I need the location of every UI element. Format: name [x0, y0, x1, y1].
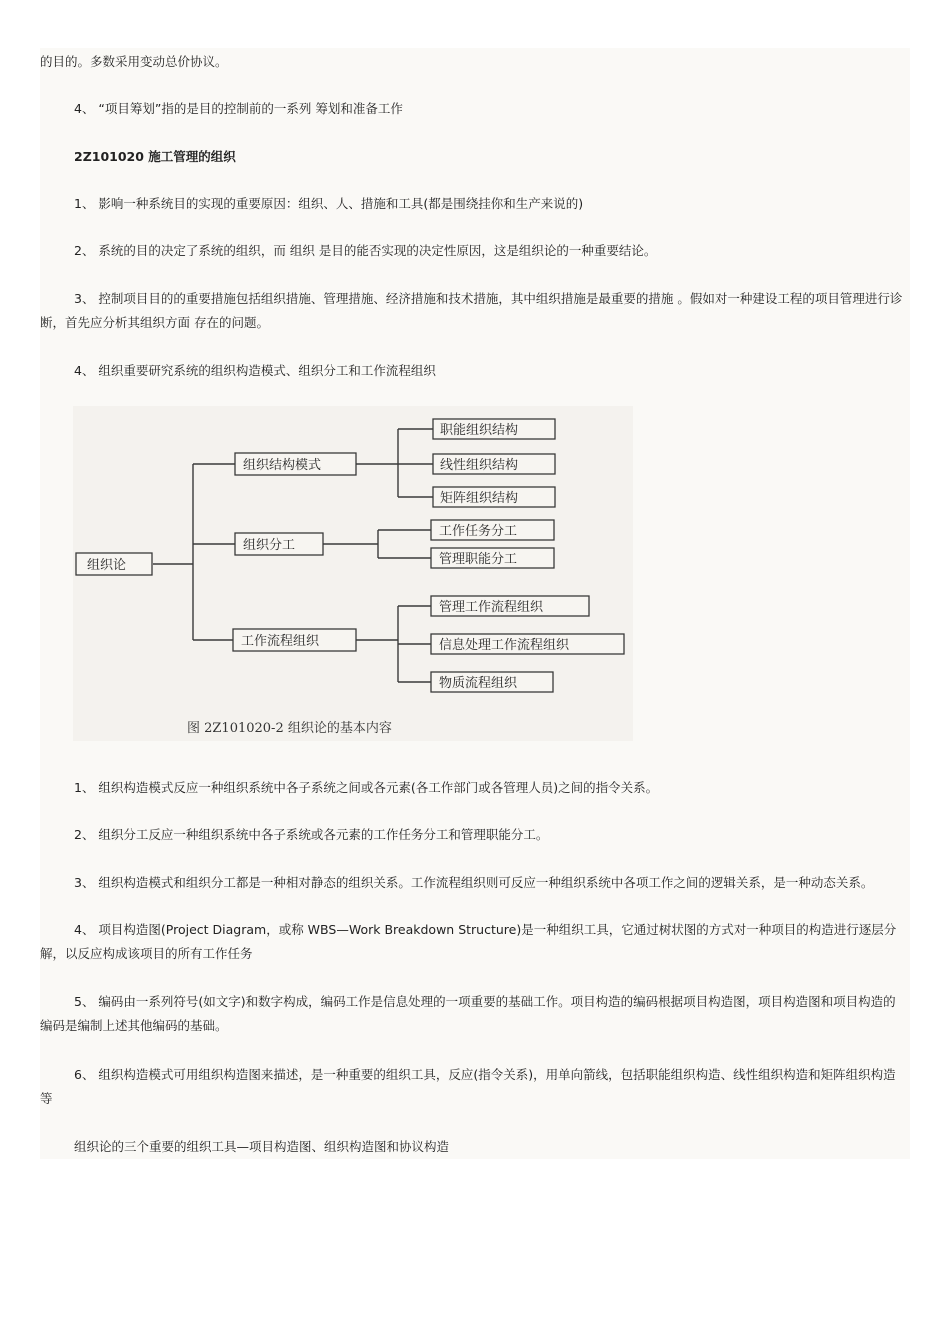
leaf-label: 线性组织结构: [440, 458, 519, 473]
leaf-label: 矩阵组织结构: [440, 491, 519, 506]
branch-label-division: 组织分工: [243, 538, 296, 553]
paragraph-item-2: 2、 系统的目的决定了系统的组织，而 组织 是目的能否实现的决定性原因，这是组织论的一种重要结论。: [74, 243, 657, 258]
paragraph-coding: 5、 编码由一系列符号(如文字)和数字构成，编码工作是信息处理的一项重要的基础工作。项目构造的编码根据项目构造图，项目构造图和项目构造的编码是编制上述其他编码的基础。: [40, 994, 896, 1033]
section-heading: 2Z101020 施工管理的组织: [74, 149, 236, 164]
paragraph-structure-mode: 1、 组织构造模式反应一种组织系统中各子系统之间或各元素(各工作部门或各管理人员)之间的指令关系。: [74, 780, 659, 795]
paragraph-project-planning: 4、 “项目筹划”指的是目的控制前的一系列 筹划和准备工作: [74, 101, 403, 116]
paragraph-static-dynamic: 3、 组织构造模式和组织分工都是一种相对静态的组织关系。工作流程组织则可反应一种组织系统中各项工作之间的逻辑关系，是一种动态关系。: [74, 875, 874, 890]
leaf-label: 信息处理工作流程组织: [439, 638, 570, 653]
organization-tree-diagram: [73, 406, 633, 741]
branch-label-structure: 组织结构模式: [243, 458, 322, 473]
paragraph-structure-chart: 6、 组织构造模式可用组织构造图来描述，是一种重要的组织工具，反应(指令关系)，用单向箭线，包括职能组织构造、线性组织构造和矩阵组织构造等: [40, 1067, 896, 1106]
paragraph-item-3: 3、 控制项目目的的重要措施包括组织措施、管理措施、经济措施和技术措施，其中组织措施是最重要的措施 。假如对一种建设工程的项目管理进行诊断，首先应分析其组织方面 存在的问题。: [40, 291, 903, 330]
leaf-label: 职能组织结构: [440, 423, 519, 438]
paragraph-project-diagram: 4、 项目构造图(Project Diagram，或称 WBS—Work Breakdown Structure)是一种组织工具，它通过树状图的方式对一种项目的构造进行逐层分解，以反应构成该项目的所有工作任务: [40, 922, 897, 961]
leaf-label: 管理职能分工: [439, 552, 518, 567]
paragraph-division: 2、 组织分工反应一种组织系统中各子系统或各元素的工作任务分工和管理职能分工。: [74, 827, 549, 842]
root-node-label: 组织论: [87, 558, 127, 573]
paragraph-three-tools: 组织论的三个重要的组织工具—项目构造图、组织构造图和协议构造: [74, 1139, 450, 1154]
paragraph-continuation: 的目的。多数采用变动总价协议。: [40, 54, 228, 69]
organization-theory-figure: [73, 406, 633, 741]
paragraph-item-4: 4、 组织重要研究系统的组织构造模式、组织分工和工作流程组织: [74, 363, 436, 378]
leaf-label: 管理工作流程组织: [439, 600, 544, 615]
branch-label-workflow: 工作流程组织: [241, 634, 320, 649]
leaf-label: 物质流程组织: [439, 676, 518, 691]
figure-caption: 图 2Z101020-2 组织论的基本内容: [187, 721, 392, 736]
leaf-label: 工作任务分工: [439, 524, 518, 539]
paragraph-item-1: 1、 影响一种系统目的实现的重要原因：组织、人、措施和工具(都是围绕挂你和生产来说的): [74, 196, 584, 211]
